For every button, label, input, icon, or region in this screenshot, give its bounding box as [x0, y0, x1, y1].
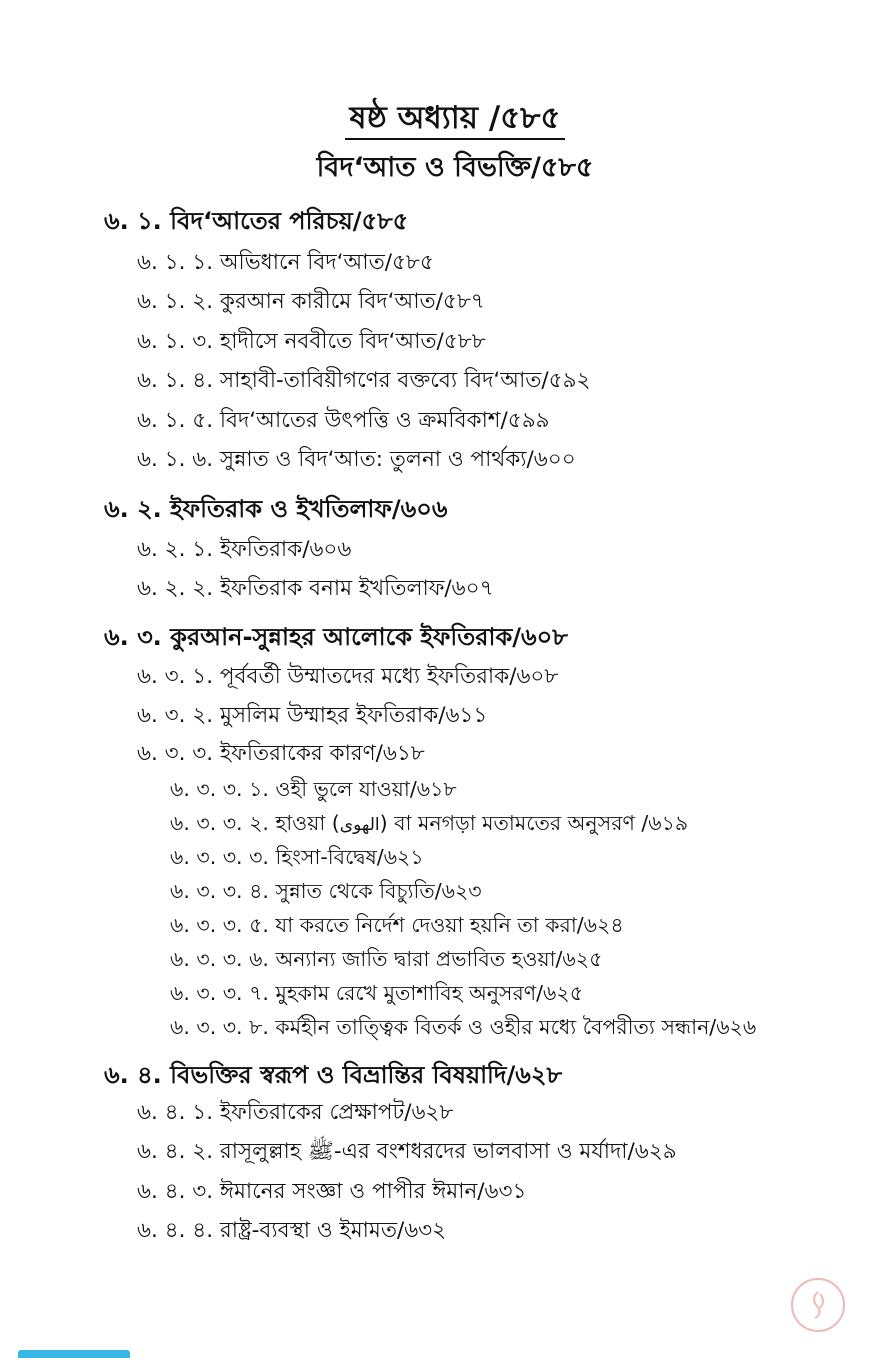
toc-subitem-6-3-3-3: ৬. ৩. ৩. ৩. হিংসা-বিদ্বেষ/৬২১: [170, 845, 424, 869]
chapter-title-text: ষষ্ঠ অধ্যায় /৫৮৫: [345, 100, 564, 140]
seal-icon: [791, 1278, 845, 1332]
toc-subitem-6-3-3-5: ৬. ৩. ৩. ৫. যা করতে নির্দেশ দেওয়া হয়নি তা করা/৬২৪: [170, 913, 624, 937]
toc-section-6-3: ৬. ৩. কুরআন-সুন্নাহর আলোকে ইফতিরাক/৬০৮: [104, 623, 568, 651]
toc-item-6-3-2: ৬. ৩. ২. মুসলিম উম্মাহর ইফতিরাক/৬১১: [137, 703, 488, 728]
toc-subitem-6-3-3-7: ৬. ৩. ৩. ৭. মুহকাম রেখে মুতাশাবিহ অনুসরণ/৬২৫: [170, 981, 584, 1005]
toc-subitem-6-3-3-2: [170, 806, 688, 842]
toc-item-6-4-4: ৬. ৪. ৪. রাষ্ট্র-ব্যবস্থা ও ইমামত/৬৩২: [137, 1218, 447, 1243]
toc-item-6-2-1: ৬. ২. ১. ইফতিরাক/৬০৬: [137, 537, 352, 562]
toc-item-6-4-2: ৬. ৪. ২. রাসূলুল্লাহ ﷺ-এর বংশধরদের ভালবাসা ও মর্যাদা/৬২৯: [137, 1139, 677, 1164]
toc-subitem-6-3-3-8: ৬. ৩. ৩. ৮. কর্মহীন তাত্ত্বিক বিতর্ক ও ওহীর মধ্যে বৈপরীত্য সন্ধান/৬২৬: [170, 1015, 757, 1039]
toc-item-6-4-1: ৬. ৪. ১. ইফতিরাকের প্রেক্ষাপট/৬২৮: [137, 1100, 454, 1125]
toc-subitem-6-3-3-6: ৬. ৩. ৩. ৬. অন্যান্য জাতি দ্বারা প্রভাবিত হওয়া/৬২৫: [170, 947, 603, 971]
toc-item-6-2-2: ৬. ২. ২. ইফতিরাক বনাম ইখতিলাফ/৬০৭: [137, 576, 494, 601]
toc-subitem-6-3-3-1: ৬. ৩. ৩. ১. ওহী ভুলে যাওয়া/৬১৮: [170, 777, 457, 801]
toc-item-6-3-1: ৬. ৩. ১. পূর্ববর্তী উম্মাতদের মধ্যে ইফতিরাক/৬০৮: [137, 664, 559, 689]
toc-item-6-1-6: ৬. ১. ৬. সুন্নাত ও বিদ‘আত: তুলনা ও পার্থক্য/৬০০: [137, 447, 576, 472]
toc-subitem-text-before: ৬. ৩. ৩. ২. হাওয়া (: [170, 811, 340, 835]
toc-section-6-4: ৬. ৪. বিভক্তির স্বরূপ ও বিভ্রান্তির বিষয়াদি/৬২৮: [104, 1061, 563, 1089]
scan-edge-mark: [18, 1350, 130, 1358]
toc-item-6-4-3: ৬. ৪. ৩. ঈমানের সংজ্ঞা ও পাপীর ঈমান/৬৩১: [137, 1179, 527, 1204]
toc-subitem-6-3-3-4: ৬. ৩. ৩. ৪. সুন্নাত থেকে বিচ্যুতি/৬২৩: [170, 879, 482, 903]
toc-section-6-2: ৬. ২. ইফতিরাক ও ইখতিলাফ/৬০৬: [104, 495, 448, 523]
arabic-term: الهوى: [339, 815, 380, 835]
toc-item-6-1-4: ৬. ১. ৪. সাহাবী-তাবিয়ীগণের বক্তব্যে বিদ‘আত/৫৯২: [137, 368, 591, 393]
toc-item-6-1-2: ৬. ১. ২. কুরআন কারীমে বিদ‘আত/৫৮৭: [137, 289, 485, 314]
toc-item-6-1-3: ৬. ১. ৩. হাদীসে নববীতে বিদ‘আত/৫৮৮: [137, 329, 486, 354]
toc-section-6-1: ৬. ১. বিদ‘আতের পরিচয়/৫৮৫: [104, 207, 409, 235]
toc-item-6-1-1: ৬. ১. ১. অভিধানে বিদ‘আত/৫৮৫: [137, 250, 434, 275]
toc-item-6-3-3: ৬. ৩. ৩. ইফতিরাকের কারণ/৬১৮: [137, 741, 425, 766]
chapter-subtitle-text: বিদ‘আত ও বিভক্তি/৫৮৫: [316, 152, 594, 183]
toc-subitem-text-after: ) বা মনগড়া মতামতের অনুসরণ /৬১৯: [379, 811, 689, 835]
toc-item-6-1-5: ৬. ১. ৫. বিদ‘আতের উৎপত্তি ও ক্রমবিকাশ/৫৯৯: [137, 408, 550, 433]
